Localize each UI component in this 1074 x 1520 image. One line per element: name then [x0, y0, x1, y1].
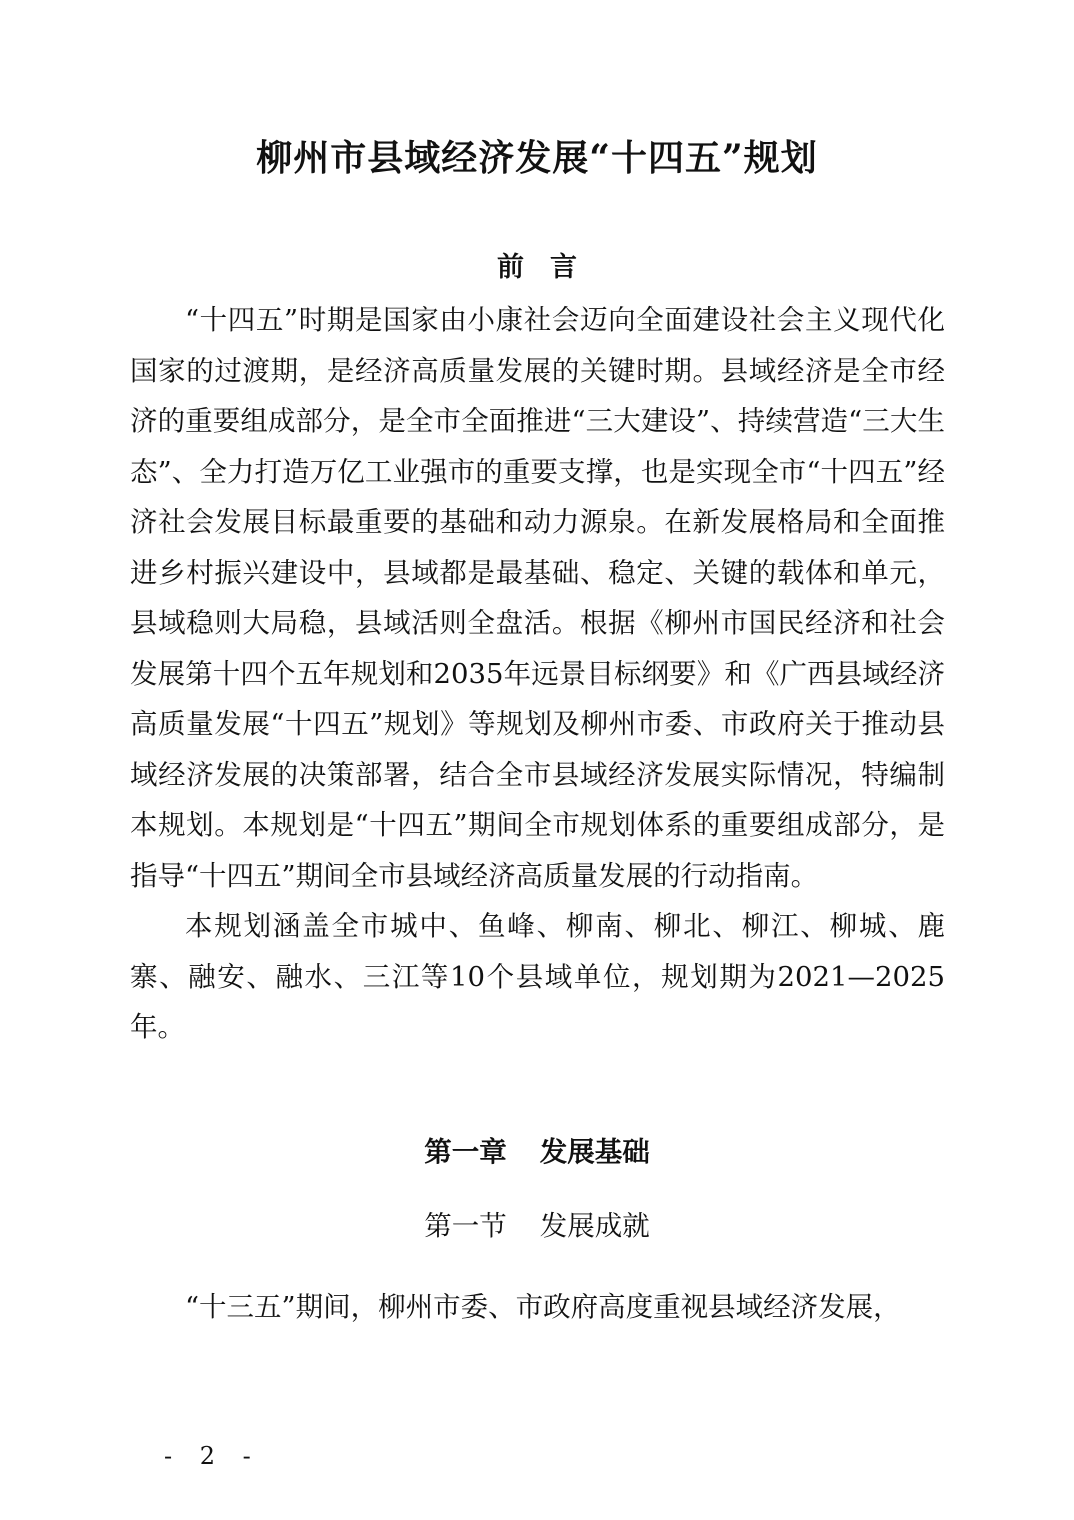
page-number: - 2 - — [164, 1442, 261, 1470]
document-title: 柳州市县域经济发展“十四五”规划 — [256, 137, 818, 179]
chapter-number: 第一章 — [424, 1136, 507, 1168]
chapter-paragraph: “十三五”期间，柳州市委、市政府高度重视县域经济发展， — [185, 1291, 901, 1323]
preface-body — [130, 295, 945, 1053]
preface-paragraph: 本规划涵盖全市城中、鱼峰、柳南、柳北、柳江、柳城、鹿寨、融安、融水、三江等10个县域单位，规划期为2021—2025年。 — [130, 910, 945, 1043]
preface-paragraph: “十四五”时期是国家由小康社会迈向全面建设社会主义现代化国家的过渡期，是经济高质量发展的关键时期。县域经济是全市经济的重要组成部分，是全市全面推进“三大建设”、持续营造“三大生态”、全力打造万亿工业强市的重要支撑，也是实现全市“十四五”经济社会发展目标最重要的基础和动力源泉。在新发展格局和全面推进乡村振兴建设中，县域都是最基础、稳定、关键的载体和单元，县域稳则大局稳，县域活则全盘活。根据《柳州市国民经济和社会发展第十四个五年规划和2035年远景目标纲要》和《广西县域经济高质量发展“十四五”规划》等规划及柳州市委、市政府关于推动县域经济发展的决策部署，结合全市县域经济发展实际情况，特编制本规划。本规划是“十四五”期间全市规划体系的重要组成部分，是指导“十四五”期间全市县域经济高质量发展的行动指南。 — [130, 304, 945, 892]
chapter-body — [130, 1282, 945, 1333]
chapter-title: 发展基础 — [539, 1136, 650, 1168]
chapter-heading — [0, 1130, 1074, 1174]
preface-heading: 前言 — [497, 252, 603, 283]
section-heading — [0, 1204, 1074, 1248]
section-title: 发展成就 — [539, 1210, 650, 1242]
section-number: 第一节 — [424, 1210, 507, 1242]
